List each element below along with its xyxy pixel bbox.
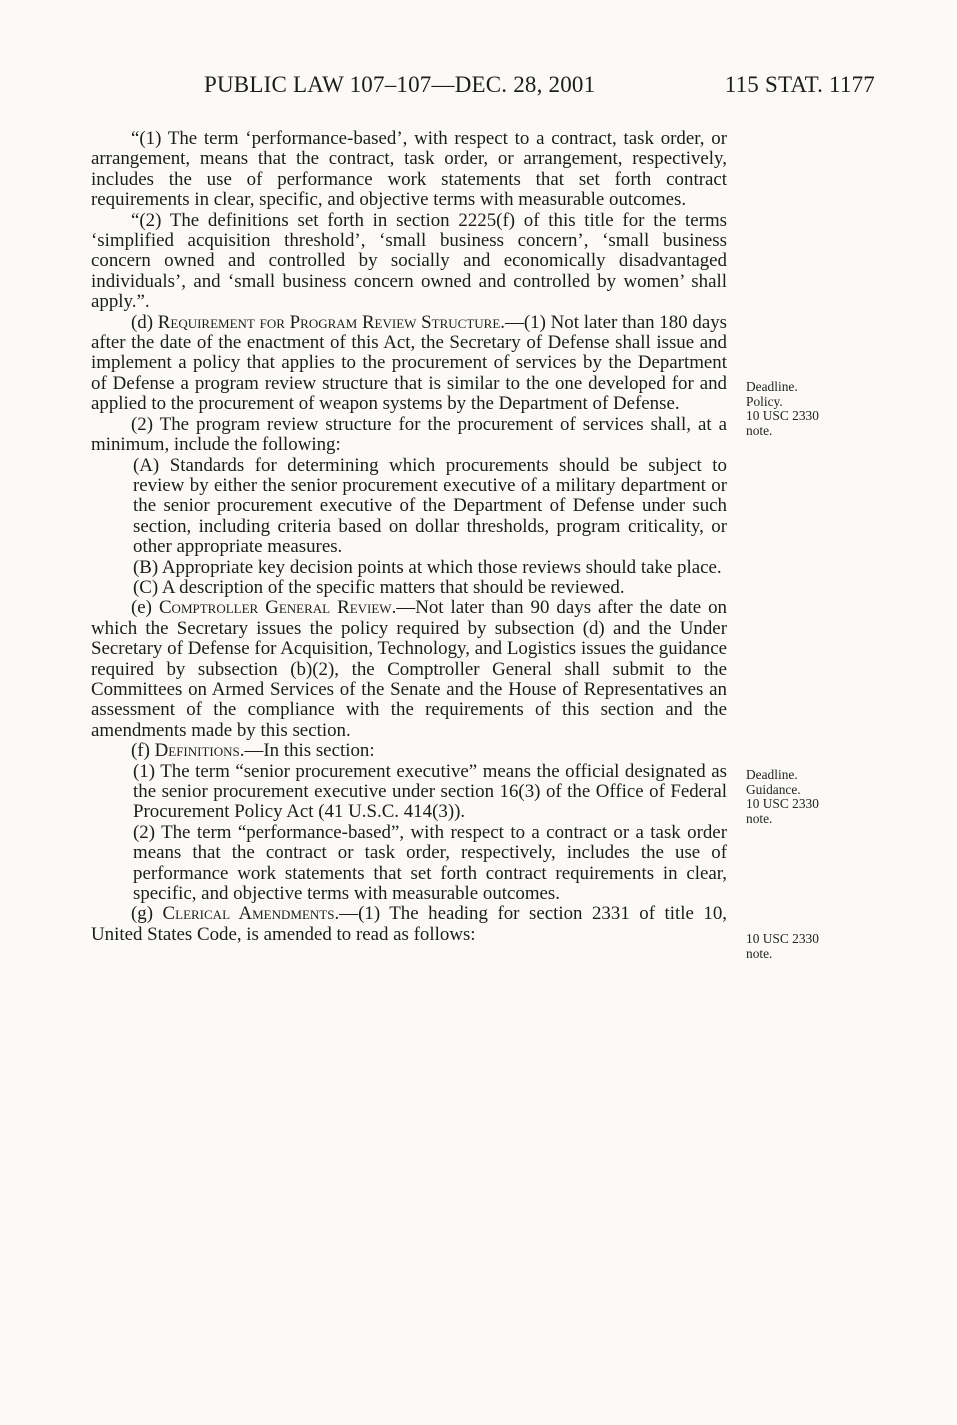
subsection-g: [91, 904, 727, 945]
subsection-e-heading: Comptroller General Review.: [158, 597, 397, 619]
subsection-f-text: —In this section:: [244, 740, 375, 762]
margin-note-line: note.: [746, 422, 773, 438]
subsection-e-label: (e): [131, 597, 159, 619]
page-header: [204, 72, 875, 106]
margin-note-definitions: [746, 932, 856, 961]
public-law-citation: PUBLIC LAW 107–107—DEC. 28, 2001: [204, 72, 596, 97]
margin-note-line: Deadline.: [746, 379, 798, 394]
subsection-d-heading: Requirement for Program Review Structure.: [157, 311, 505, 333]
subsection-f-label: (f): [131, 740, 155, 762]
margin-note-line: note.: [746, 945, 773, 961]
margin-note-line: Deadline.: [746, 767, 798, 782]
margin-note-deadline-policy: [746, 380, 856, 438]
clause-b: (B) Appropriate key decision points at which those reviews should take place.: [133, 556, 722, 578]
subsection-g-heading: Clerical Amendments.: [162, 903, 340, 925]
statutes-page-number: 115 STAT. 1177: [724, 72, 875, 97]
subsection-g-text: —(1) The heading for section 2331 of title 10, United States Code, is amended to read as follows:: [91, 903, 727, 945]
margin-note-line: 10 USC 2330: [746, 796, 819, 812]
paragraph-def-terms: “(2) The definitions set forth in section 2225(f) of this title for the terms ‘simplified acquisition threshold’, ‘small business concern’, ‘small business concern owned and controlled by socially and economically disadvantaged individuals’, and ‘small business concern owned and controlled by women’ shall apply.”.: [91, 209, 727, 313]
paragraph-def-performance-based: “(1) The term ‘performance-based’, with respect to a contract, task order, or arrangement, means that the contract, task order, or arrangement, respectively, includes the use of performance work statements that set forth contract requirements in clear, specific, and objective terms with measurable outcomes.: [91, 128, 727, 211]
subsection-f-heading: Definitions.: [154, 740, 245, 762]
paragraph-d2: (2) The program review structure for the procurement of services shall, at a minimum, include the following:: [91, 413, 727, 456]
margin-note-line: Guidance.: [746, 781, 801, 797]
paragraph-f2: (2) The term “performance-based”, with respect to a contract or a task order means that the contract or task order, respectively, includes the use of performance work statements that set forth contract requirements in clear, specific, and objective terms with measurable outcomes.: [133, 821, 727, 905]
body-text: [91, 129, 727, 945]
paragraph-f1: (1) The term “senior procurement executive” means the official designated as the senior procurement executive under section 16(3) of the Office of Federal Procurement Policy Act (41 U.S.C. 414(3)).: [133, 760, 727, 823]
margin-note-line: 10 USC 2330: [746, 408, 819, 424]
subsection-f: [91, 741, 727, 761]
clause-c: (C) A description of the specific matters that should be reviewed.: [133, 576, 625, 598]
margin-note-line: Policy.: [746, 393, 783, 409]
subsection-d-text: —(1) Not later than 180 days after the date of the enactment of this Act, the Secretary of Defense shall issue and implement a policy that applies to the procurement of services by the Department of Defense a program review structure that is similar to the one developed for and applied to the procurement of weapon systems by the Department of Defense.: [91, 311, 727, 415]
subsection-g-label: (g): [131, 903, 163, 925]
subsection-e-text: —Not later than 90 days after the date on which the Secretary issues the policy required by subsection (d) and the Under Secretary of Defense for Acquisition, Technology, and Logistics issues the guidance required by subsection (b)(2), the Comptroller General shall submit to the Committees on Armed Services of the Senate and the House of Representatives an assessment of the compliance with the requirements of this section and the amendments made by this section.: [91, 597, 727, 741]
margin-note-line: 10 USC 2330: [746, 931, 819, 946]
margin-note-line: note.: [746, 810, 773, 826]
margin-note-deadline-guidance: [746, 768, 856, 826]
subsection-e: [91, 598, 727, 741]
subsection-d-label: (d): [131, 311, 158, 333]
subsection-d: [91, 313, 727, 415]
clause-a: (A) Standards for determining which procurements should be subject to review by either the senior procurement executive of a military department or the senior procurement executive of the Department of Defense under such section, including criteria based on dollar thresholds, program criticality, or other appropriate measures.: [133, 454, 727, 558]
